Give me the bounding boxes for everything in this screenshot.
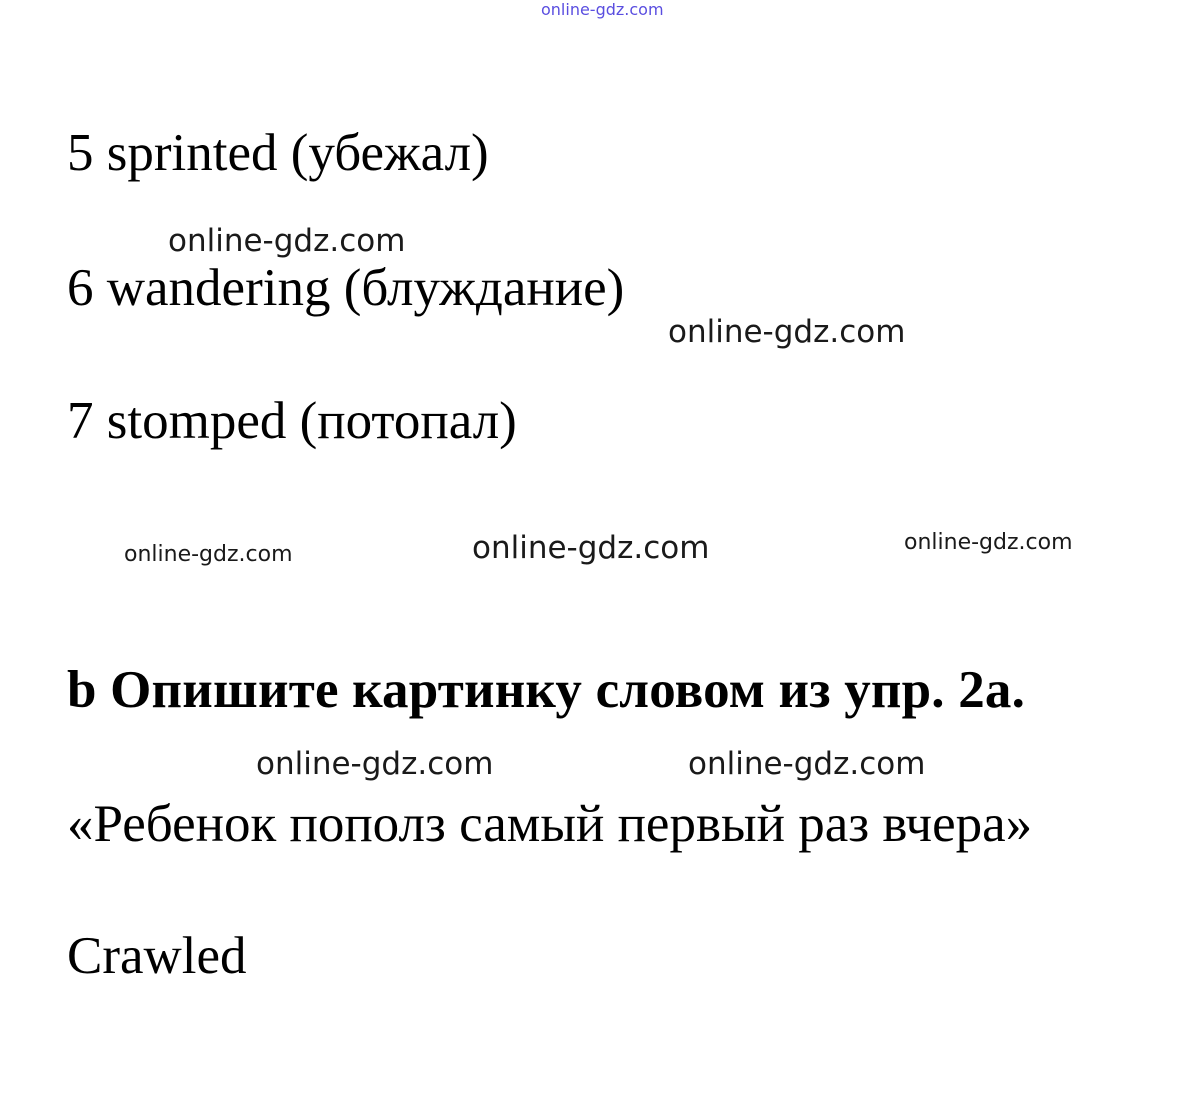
watermark: online-gdz.com [904,530,1073,555]
watermark: online-gdz.com [668,314,906,350]
answer-line-7: 7 stomped (потопал) [67,392,517,450]
watermark: online-gdz.com [688,746,926,782]
header-watermark: online-gdz.com [541,0,664,19]
watermark: online-gdz.com [472,530,710,566]
answer-line-5: 5 sprinted (убежал) [67,124,489,182]
task-b-sentence: «Ребенок пополз самый первый раз вчера» [67,795,1033,853]
task-b-heading: b Опишите картинку словом из упр. 2a. [67,661,1026,719]
watermark: online-gdz.com [256,746,494,782]
watermark: online-gdz.com [168,223,406,259]
watermark: online-gdz.com [124,542,293,567]
task-b-answer: Crawled [67,927,247,985]
answer-line-6: 6 wandering (блуждание) [67,259,625,317]
